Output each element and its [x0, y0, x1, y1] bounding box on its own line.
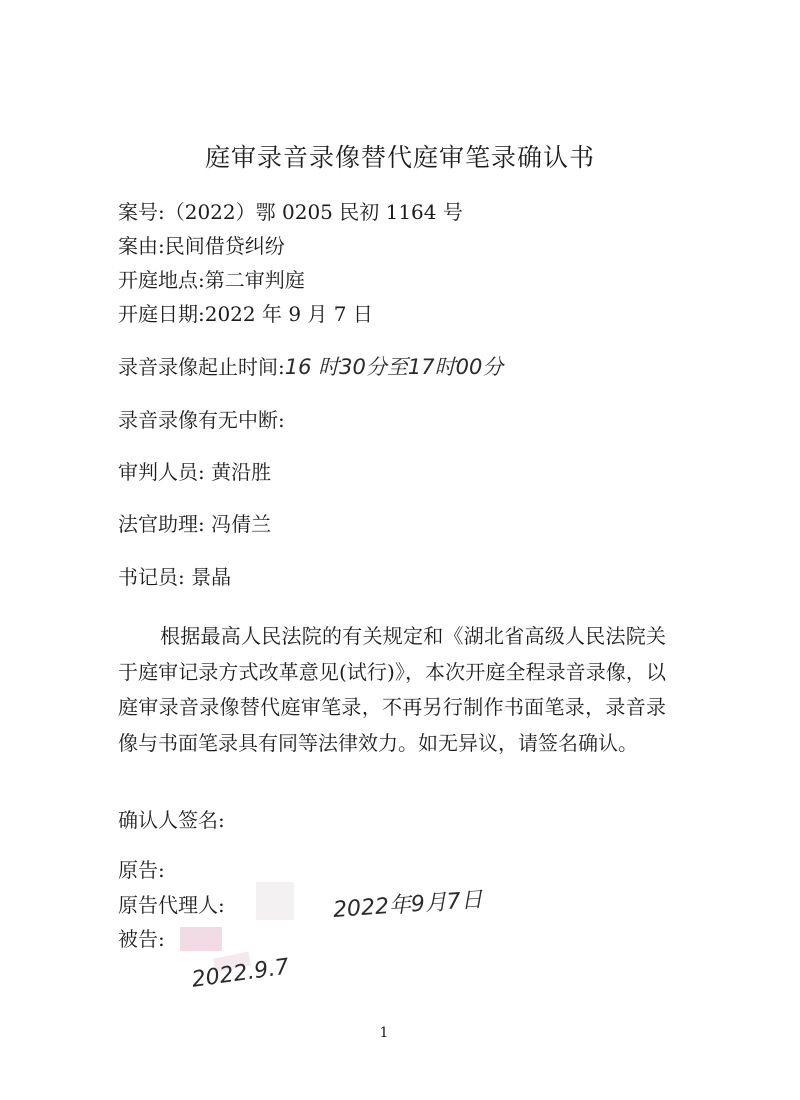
- defendant-label: 被告:: [118, 927, 165, 951]
- defendant-handwritten-date: 2022.9.7: [190, 954, 291, 993]
- agent-handwritten-date: 2022年9月7日: [332, 887, 484, 923]
- case-number: 案号:（2022）鄂 0205 民初 1164 号: [118, 200, 463, 224]
- hearing-venue: 开庭地点:第二审判庭: [118, 268, 305, 292]
- page-number: 1: [379, 1025, 389, 1041]
- recording-interruption: 录音录像有无中断:: [118, 408, 285, 432]
- plaintiff-label: 原告:: [118, 858, 165, 882]
- case-cause: 案由:民间借贷纠纷: [118, 234, 285, 258]
- judge-assistant: 法官助理: 冯倩兰: [118, 512, 272, 536]
- hearing-date: 开庭日期:2022 年 9 月 7 日: [118, 302, 373, 326]
- statement-paragraph: 根据最高人民法院的有关规定和《湖北省高级人民法院关于庭审记录方式改革意见(试行)》，本次开庭全程录音录像，以庭审录音录像替代庭审笔录，不再另行制作书面笔录，录音录像与书面笔录具有同等法律效力。如无异议，请签名确认。: [118, 624, 666, 755]
- judge: 审判人员: 黄沿胜: [118, 460, 272, 484]
- court-clerk: 书记员: 景晶: [118, 565, 232, 589]
- recording-time-handwritten: 16 时30分至17时00分: [284, 355, 504, 379]
- redacted-signature-agent: [256, 882, 294, 920]
- plaintiff-agent-label: 原告代理人:: [118, 893, 225, 917]
- recording-time-row: [118, 352, 503, 382]
- recording-time-label: 录音录像起止时间:: [118, 355, 285, 379]
- redacted-signature-defendant: [180, 927, 222, 951]
- document-title: 庭审录音录像替代庭审笔录确认书: [204, 143, 595, 172]
- confirmation-signature-label: 确认人签名:: [118, 808, 225, 832]
